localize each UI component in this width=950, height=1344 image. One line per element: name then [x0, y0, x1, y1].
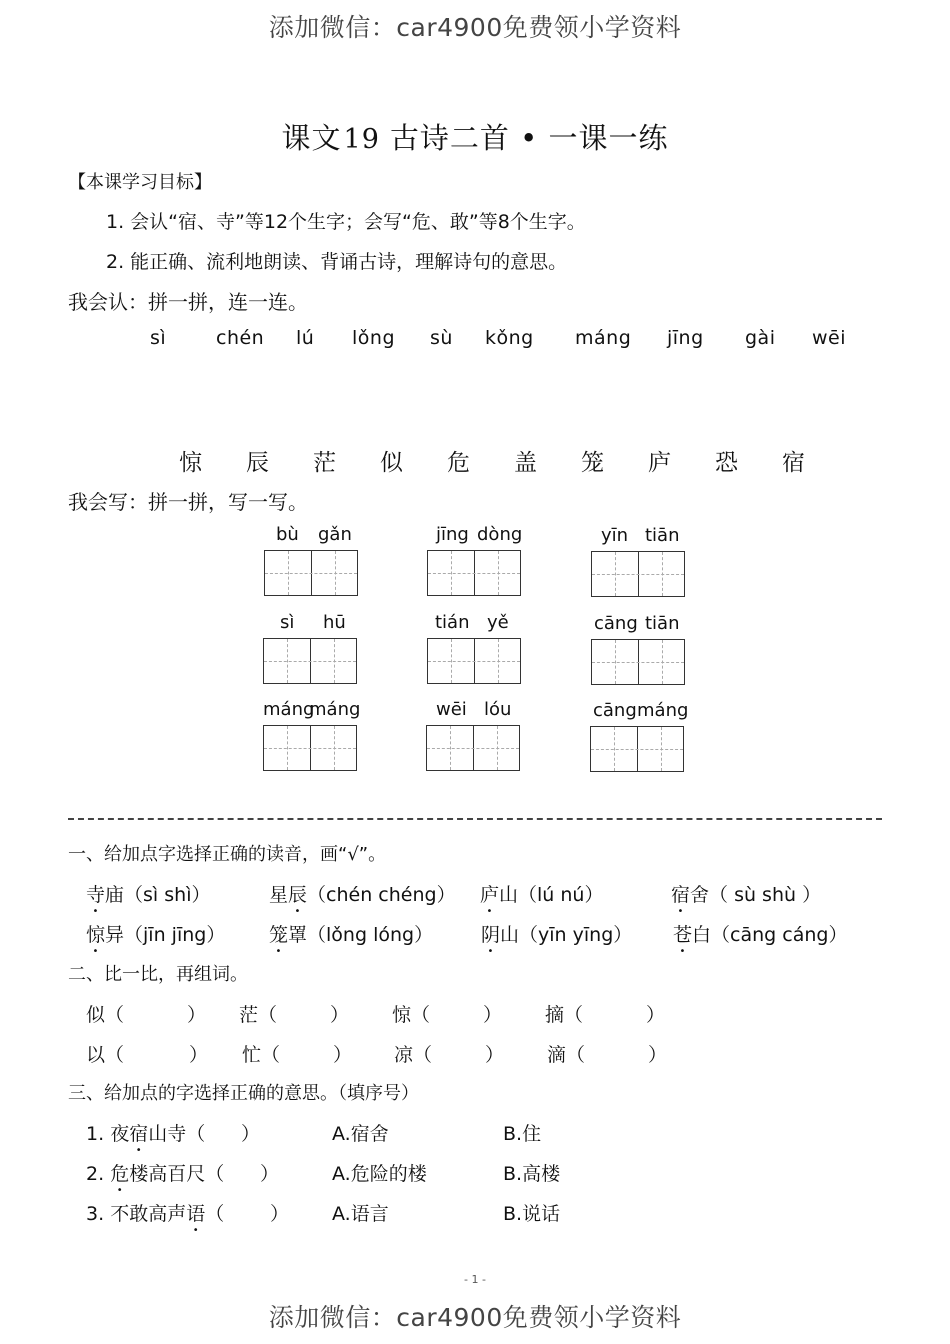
page-number: - 1 -	[464, 1273, 486, 1286]
dotted-char: 庐	[480, 884, 500, 906]
page-title	[0, 116, 950, 157]
q2-item-2[interactable]: 茫（	[239, 1004, 278, 1026]
writing-grid[interactable]	[263, 725, 357, 771]
writing-grid[interactable]	[590, 726, 684, 772]
q2-item-4[interactable]: 摘（	[545, 1004, 584, 1026]
q2-close: ）	[333, 1044, 353, 1066]
dotted-char: 辰	[288, 884, 308, 906]
hanzi-9: 恐	[715, 450, 738, 476]
q3-row-3	[86, 1199, 224, 1236]
q2-close: ）	[189, 1044, 209, 1066]
dotted-char: 笼	[269, 924, 289, 946]
hanzi-5: 危	[447, 450, 470, 476]
pinyin-4: lǒng	[352, 327, 396, 349]
write-pinyin-5b: yě	[487, 612, 509, 633]
writing-grid[interactable]	[427, 638, 521, 684]
q3-option-b: B.住	[503, 1123, 542, 1145]
q3-option-a: A.语言	[332, 1203, 389, 1225]
q2-heading: 二、比一比，再组词。	[68, 964, 248, 985]
write-pinyin-8b: lóu	[484, 699, 512, 720]
write-pinyin-7a: máng	[263, 699, 315, 720]
q1-item-6	[269, 920, 433, 957]
hanzi-6: 盖	[514, 450, 537, 476]
write-pinyin-1a: bù	[276, 524, 299, 545]
q1-item-options[interactable]: （chén chéng）	[307, 884, 456, 906]
q2-item-3[interactable]: 惊（	[392, 1004, 431, 1026]
watermark-top: 添加微信：car4900免费领小学资料	[268, 13, 682, 42]
q1-item-8	[673, 920, 847, 957]
write-pinyin-9b: máng	[637, 700, 689, 721]
dotted-char: 苍	[673, 924, 693, 946]
q1-item-options[interactable]: （lǒng lóng）	[307, 924, 434, 946]
q1-item-text: 白	[692, 924, 712, 946]
q1-item-3	[480, 880, 603, 917]
pinyin-1: sì	[150, 327, 167, 349]
write-pinyin-4a: sì	[280, 612, 295, 633]
q2-close: ）	[187, 1004, 207, 1026]
hanzi-2: 辰	[246, 450, 269, 476]
q3-heading: 三、给加点的字选择正确的意思。（填序号）	[68, 1083, 419, 1104]
pinyin-5: sù	[430, 327, 453, 349]
q1-item-options[interactable]: （jīn jīng）	[124, 924, 226, 946]
write-pinyin-2b: dòng	[477, 524, 523, 545]
q2-item-5[interactable]: 以（	[86, 1044, 125, 1066]
goals-heading: 【本课学习目标】	[68, 172, 212, 193]
hanzi-1: 惊	[179, 450, 202, 476]
writing-grid[interactable]	[426, 725, 520, 771]
q3-close: ）	[260, 1163, 280, 1185]
dotted-char: 语	[186, 1203, 206, 1225]
writing-grid[interactable]	[427, 550, 521, 596]
q1-item-options[interactable]: （yīn yīng）	[519, 924, 633, 946]
q2-item-8[interactable]: 滴（	[547, 1044, 586, 1066]
q3-row-2	[86, 1159, 224, 1196]
title-prefix: 课文	[281, 121, 342, 155]
pinyin-2: chén	[216, 327, 265, 349]
q1-item-options[interactable]: （ sù shù ）	[709, 884, 822, 906]
q3-row-text: （	[205, 1203, 225, 1225]
q3-row-number: 3.	[86, 1203, 105, 1225]
q3-row-number: 1.	[86, 1123, 105, 1145]
hanzi-3: 茫	[313, 450, 336, 476]
q2-item-1[interactable]: 似（	[86, 1004, 125, 1026]
q1-item-options[interactable]: （sì shì）	[124, 884, 211, 906]
q3-row-text: 夜	[110, 1123, 130, 1145]
write-pinyin-3b: tiān	[645, 525, 680, 546]
q1-item-text: 庙	[105, 884, 125, 906]
writing-grid[interactable]	[263, 638, 357, 684]
write-pinyin-7b: máng	[309, 699, 361, 720]
q2-close: ）	[483, 1004, 503, 1026]
title-rest: 古诗二首 • 一课一练	[389, 121, 669, 155]
q3-option-a: A.危险的楼	[332, 1163, 427, 1185]
pinyin-6: kǒng	[485, 327, 534, 349]
q2-item-7[interactable]: 凉（	[394, 1044, 433, 1066]
pinyin-3: lú	[296, 327, 315, 349]
q1-item-text: 舍	[690, 884, 710, 906]
hanzi-10: 宿	[782, 450, 805, 476]
recognize-label: 我会认：拼一拼，连一连。	[68, 290, 308, 314]
write-pinyin-9a: cāng	[593, 700, 637, 721]
q3-close: ）	[270, 1203, 290, 1225]
dotted-char: 寺	[86, 884, 106, 906]
q3-close: ）	[241, 1123, 261, 1145]
q3-row-number: 2.	[86, 1163, 105, 1185]
write-pinyin-1b: gǎn	[318, 524, 352, 545]
q2-close: ）	[646, 1004, 666, 1026]
write-pinyin-5a: tián	[435, 612, 470, 633]
q1-item-text: 山	[500, 924, 520, 946]
q1-item-text: 星	[269, 884, 289, 906]
dotted-char: 危	[110, 1163, 130, 1185]
dotted-char: 宿	[671, 884, 691, 906]
q1-heading: 一、给加点字选择正确的读音，画“√”。	[68, 844, 387, 865]
hanzi-8: 庐	[648, 450, 671, 476]
write-pinyin-4b: hū	[323, 612, 346, 633]
pinyin-8: jīng	[667, 327, 704, 349]
goal-item-2: 2. 能正确、流利地朗读、背诵古诗，理解诗句的意思。	[106, 251, 568, 273]
pinyin-10: wēi	[812, 327, 847, 349]
writing-grid[interactable]	[264, 550, 358, 596]
hanzi-7: 笼	[581, 450, 604, 476]
q2-close: ）	[648, 1044, 668, 1066]
q3-row-1	[86, 1119, 205, 1156]
q2-item-6[interactable]: 忙（	[242, 1044, 281, 1066]
q3-row-text: 不敢高声	[110, 1203, 187, 1225]
title-number: 19	[343, 124, 380, 155]
q2-close: ）	[485, 1044, 505, 1066]
pinyin-7: máng	[575, 327, 632, 349]
q3-option-b: B.高楼	[503, 1163, 561, 1185]
write-pinyin-3a: yīn	[601, 525, 629, 546]
write-label: 我会写：拼一拼，写一写。	[68, 490, 308, 514]
q1-item-5	[86, 920, 225, 957]
q3-option-b: B.说话	[503, 1203, 561, 1225]
write-pinyin-6b: tiān	[645, 613, 680, 634]
q3-row-text: 山寺（	[148, 1123, 206, 1145]
section-divider	[68, 818, 882, 820]
q3-option-a: A.宿舍	[332, 1123, 389, 1145]
q3-row-text: 楼高百尺（	[129, 1163, 225, 1185]
writing-grid[interactable]	[591, 551, 685, 597]
goal-item-1: 1. 会认“宿、寺”等12个生字；会写“危、敢”等8个生字。	[106, 211, 586, 233]
q1-item-4	[671, 880, 821, 917]
write-pinyin-8a: wēi	[436, 699, 467, 720]
watermark-bottom: 添加微信：car4900免费领小学资料	[268, 1303, 682, 1332]
q1-item-7	[481, 920, 632, 957]
write-pinyin-6a: cāng	[594, 613, 638, 634]
dotted-char: 惊	[86, 924, 106, 946]
q1-item-text: 异	[105, 924, 125, 946]
q1-item-2	[269, 880, 456, 917]
dotted-char: 阴	[481, 924, 501, 946]
write-pinyin-2a: jīng	[436, 524, 469, 545]
q1-item-options[interactable]: （cāng cáng）	[711, 924, 848, 946]
q1-item-text: 罩	[288, 924, 308, 946]
dotted-char: 宿	[129, 1123, 149, 1145]
hanzi-4: 似	[380, 450, 403, 476]
q1-item-1	[86, 880, 210, 917]
q1-item-text: 山	[499, 884, 519, 906]
q1-item-options[interactable]: （lú nú）	[518, 884, 604, 906]
q2-close: ）	[330, 1004, 350, 1026]
pinyin-9: gài	[745, 327, 776, 349]
writing-grid[interactable]	[591, 639, 685, 685]
